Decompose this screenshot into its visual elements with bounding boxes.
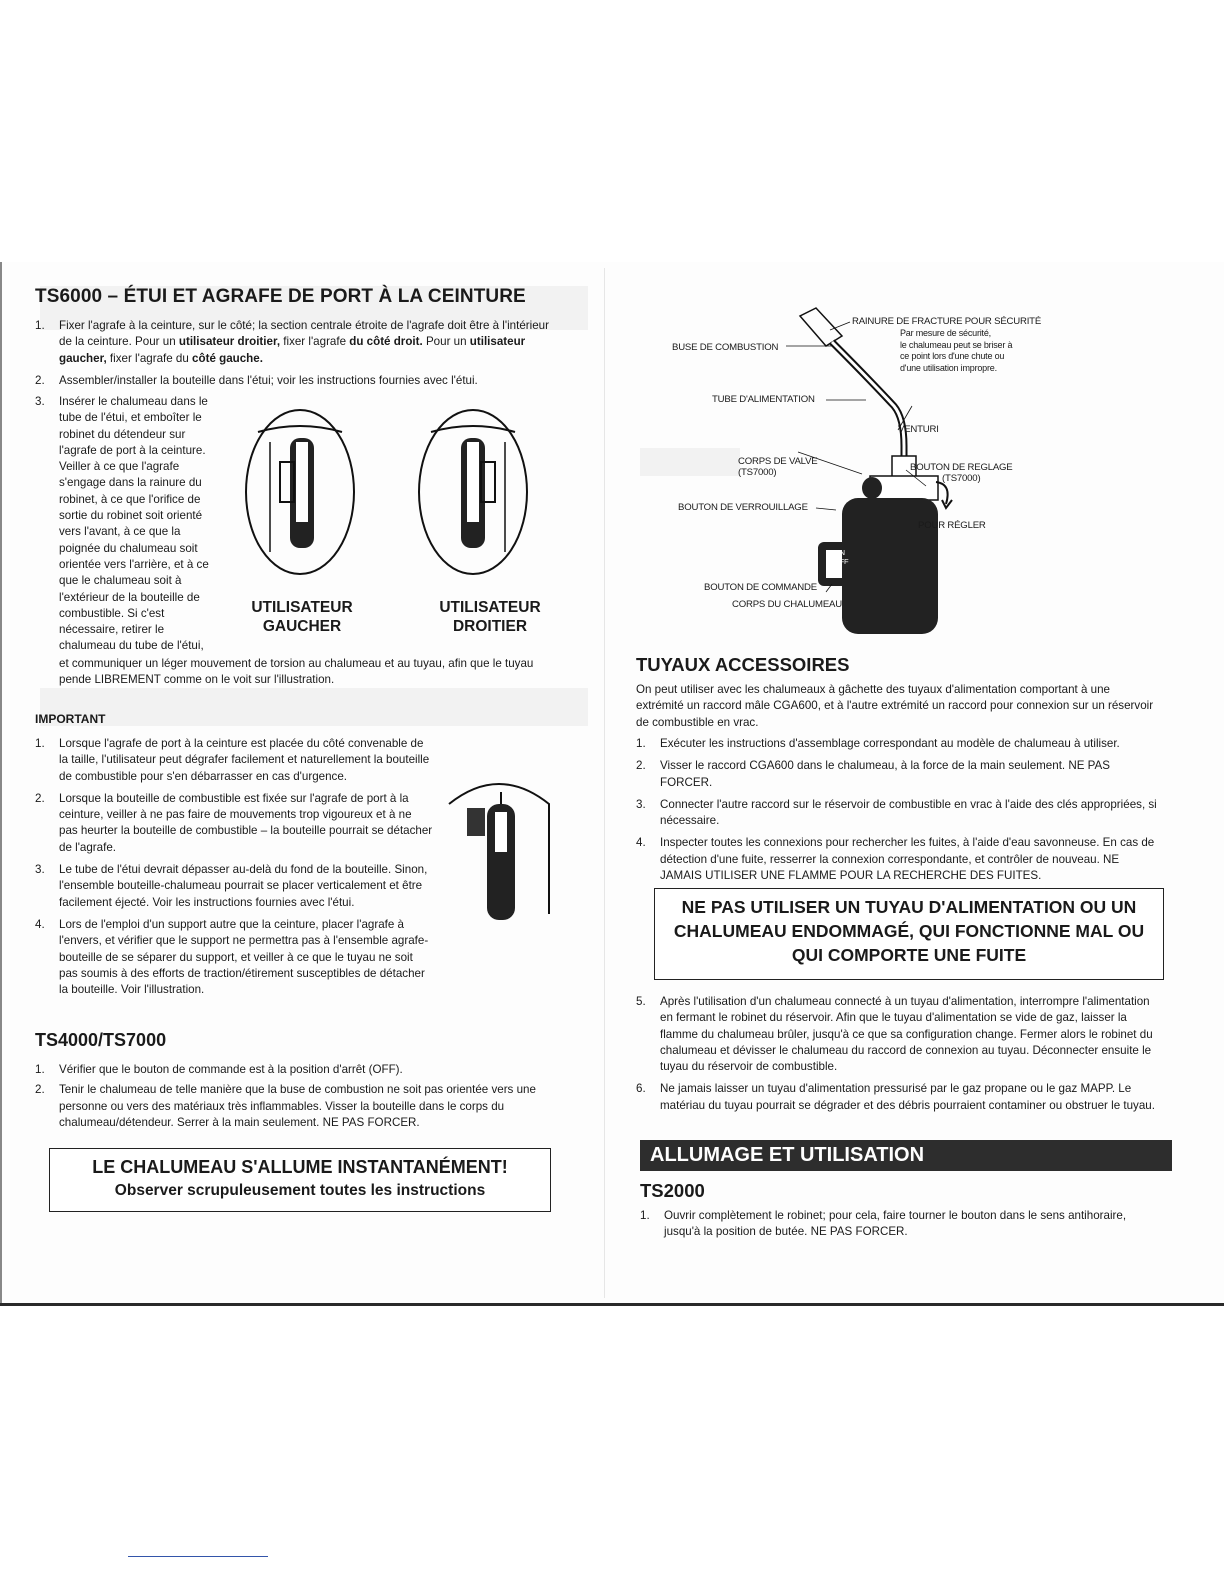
label-venturi: VENTURI [898,424,939,435]
list-number: 2. [636,759,646,773]
belt-clip-steps [35,318,557,389]
left-handed-illustration [240,402,360,582]
bottom-rule [0,1303,1224,1306]
step-text: Assembler/installer la bouteille dans l'étui; voir les instructions fournies avec l'étui. [59,373,478,387]
label-bouton-reglage: BOUTON DE REGLAGE (TS7000) [910,462,1013,484]
ts2000-steps [640,1208,1162,1241]
page-edge [0,262,2,1304]
label-corps-chalumeau: CORPS DU CHALUMEAU [732,599,842,610]
warning-text: NE PAS UTILISER UN TUYAU D'ALIMENTATION OU UN CHALUMEAU ENDOMMAGÉ, QUI FONCTIONNE MAL OU QUI COMPORTE UNE FUITE [673,897,1145,965]
warning-subtitle: Observer scrupuleusement toutes les instructions [114,1182,486,1199]
list-text: Tenir le chalumeau de telle manière que la buse de combustion ne soit pas orientée vers une personne ou vers des matériaux très inflammables. Visser la bouteille dans le corps du chalumeau/détendeur. Serrer à la main seulement. NE PAS FORCER. [59,1083,536,1129]
warning-box-left [49,1148,551,1212]
label-rainure: RAINURE DE FRACTURE POUR SÉCURITÉ [852,316,1042,327]
step-text: Insérer le chalumeau dans le tube de l'étui, et emboîter le robinet du détendeur sur l'agrafe de port à la ceinture. Veiller à ce que l'agrafe s'engage dans la rainure du robinet, à ce que l'orifice de sortie du robinet soit orienté vers l'avant, à ce que la poignée du chalumeau soit orientée vers l'arrière, et à ce que le chalumeau soit à l'extérieur de la bouteille de combustible. Si c'est nécessaire, retirer le chalumeau du tube de l'étui, [59,395,209,653]
list-number: 1. [640,1209,650,1222]
emphasis-text: du côté droit. [349,335,423,349]
bleed-through-band [40,688,588,726]
support-illustration [439,774,559,924]
list-number: 3. [35,863,45,877]
list-text: Vérifier que le bouton de commande est à la position d'arrêt (OFF). [59,1063,403,1076]
accessoires-steps [636,736,1162,884]
important-list [35,736,433,998]
list-item [636,797,1162,830]
user-left-caption: UTILISATEUR GAUCHER [251,599,353,635]
list-item [636,736,1162,752]
list-item [35,791,433,856]
list-number: 2. [35,1083,45,1097]
list-item [640,1208,1162,1241]
user-right-caption: UTILISATEUR DROITIER [439,599,541,635]
list-item [35,1082,561,1131]
label-securite: Par mesure de sécurité, le chalumeau peut se briser à ce point lors d'une chute ou d'une utilisation impropre. [900,328,1013,373]
step-text-continued: et communiquer un léger mouvement de torsion au chalumeau et au tuyau, afin que le tuyau pende LIBREMENT comme on le voit sur l'illustration. [59,657,534,687]
section-title-ts2000: TS2000 [640,1180,705,1201]
warning-box-right [654,888,1164,980]
list-item: 2. Assembler/installer la bouteille dans l'étui; voir les instructions fournies avec l'étui. [35,373,478,387]
list-number: 2. [35,791,45,805]
right-handed-illustration [413,402,533,582]
label-tube: TUBE D'ALIMENTATION [712,394,815,405]
ts4000-steps [35,1062,561,1131]
list-text: Visser le raccord CGA600 dans le chalumeau, à la force de la main seulement. NE PAS FORCER. [660,759,1111,789]
list-text: Exécuter les instructions d'assemblage correspondant au modèle de chalumeau à utiliser. [660,737,1120,750]
label-commande: BOUTON DE COMMANDE [704,582,817,593]
list-item [35,1062,561,1078]
list-number: 5. [636,995,646,1008]
list-item [636,994,1162,1075]
center-fold [604,268,605,1298]
list-number: 4. [35,917,45,931]
label-on-off: ON OFF [834,548,849,566]
list-item [636,758,1162,791]
label-corps-valve: CORPS DE VALVE (TS7000) [738,456,818,478]
list-text: Ouvrir complètement le robinet; pour cela, faire tourner le bouton dans le sens antihoraire, jusqu'à la position de butée. NE PAS FORCER. [664,1209,1127,1239]
important-heading: IMPORTANT [35,712,106,726]
list-number: 3. [636,797,646,811]
list-text: Lors de l'emploi d'un support autre que la ceinture, placer l'agrafe à l'envers, et vérifier que le support ne permettra pas à l'ensemble agrafe-bouteille de se séparer du support, et veiller à ce que le tuyau ne soit pas soumis à des efforts de traction/étirement susceptibles de détacher la bouteille. Voir l'illustration. [59,917,429,997]
list-text: Connecter l'autre raccord sur le réservoir de combustible en vrac à l'aide des clés appropriées, si nécessaire. [660,797,1157,828]
list-number: 6. [636,1082,646,1096]
section-banner-allumage: ALLUMAGE ET UTILISATION [640,1140,1172,1171]
label-pour-regler: POUR RÉGLER [918,520,986,531]
list-item [636,835,1162,884]
list-number: 1. [35,1063,45,1076]
page-title: TS6000 – ÉTUI ET AGRAFE DE PORT À LA CEINTURE [35,286,526,307]
accessoires-intro: On peut utiliser avec les chalumeaux à gâchette des tuyaux d'alimentation comportant à une extrémité un raccord mâle CGA600, et à l'autre extrémité un raccord pour connexion sur un réservoir de combustible en vrac. [636,683,1154,729]
section-title-accessoires: TUYAUX ACCESSOIRES [636,654,850,675]
list-item: 1. Fixer l'agrafe à la ceinture, sur le côté; la section centrale étroite de l'agrafe doit être à l'intérieur de la ceinture. Pour un utilisateur droitier, fixer l'agrafe du côté droit. Pour un utilisateur gaucher, fixer l'agrafe du côté gauche. [35,319,549,365]
list-text: Lorsque la bouteille de combustible est fixée sur l'agrafe de port à la ceinture, veiller à ne pas faire de mouvements trop vigoureux et à ne pas heurter la bouteille de combustible – la bouteille pourrait se détacher de l'agrafe. [59,791,433,854]
list-item [35,917,433,998]
step-text-run: fixer l'agrafe du [106,351,193,365]
list-text: Inspecter toutes les connexions pour rechercher les fuites, à l'aide d'eau savonneuse. En cas de détection d'une fuite, resserrer la connexion correspondante, et contrôler de nouveau. NE JAMAIS UTILISER UNE FLAMME POUR LA RECHERCHE DES FUITES. [660,836,1155,883]
list-number: 1. [35,737,45,750]
list-text: Le tube de l'étui devrait dépasser au-delà du fond de la bouteille. Sinon, l'ensemble bouteille-chalumeau pourrait se placer verticalement et être facilement éjecté. Voir les instructions fournies avec l'étui. [59,863,428,909]
list-text: Après l'utilisation d'un chalumeau connecté à un tuyau d'alimentation, interrompre l'alimentation en fermant le robinet du réservoir. Afin que le tuyau d'alimentation se vide de gaz, laisser la flamme du chalumeau brûler, jusqu'à ce que sa configuration change. Fermer alors le robinet du chalumeau et dévisser le chalumeau du raccord de connexion au tuyau. Déconnecter ensuite le tuyau du réservoir de combustible. [660,995,1153,1074]
emphasis-text: côté gauche. [192,351,263,365]
list-item [636,1081,1162,1114]
footer-link-underline [128,1556,268,1557]
emphasis-text: utilisateur droitier, [178,335,281,349]
section-title-ts4000: TS4000/TS7000 [35,1030,167,1050]
document-sheet [0,262,1224,1306]
list-number: 1. [636,737,646,750]
list-item [35,862,433,911]
hose-steps [636,994,1162,1114]
list-item: 3. Insérer le chalumeau dans le tube de l'étui, et emboîter le robinet du détendeur sur l'agrafe de port à la ceinture. Veiller à ce que l'agrafe s'engage dans la rainure du robinet, à ce que l'orifice de sortie du robinet soit orienté vers l'avant, à ce que la poignée du chalumeau soit orientée vers l'arrière, et à ce que le chalumeau soit à l'extérieur de la bouteille de combustible. Si c'est nécessaire, retirer le chalumeau du tube de l'étui, [35,395,209,653]
list-text: Lorsque l'agrafe de port à la ceinture est placée du côté convenable de la taille, l'utilisateur peut dégrafer facilement et naturellement la bouteille de combustible pour s'en débarrasser en cas d'urgence. [59,737,430,783]
label-verrouillage: BOUTON DE VERROUILLAGE [678,502,808,513]
emphasis-text: utilisateur gaucher, [59,335,526,365]
list-text: Ne jamais laisser un tuyau d'alimentation pressurisé par le gaz propane ou le gaz MAPP. Le matériau du tuyau pourrait se dégrader et des débris pourraient contaminer ou obstruer le tuyau. [660,1082,1155,1112]
warning-title: LE CHALUMEAU S'ALLUME INSTANTANÉMENT! [92,1157,508,1177]
step-text [59,319,549,365]
step-text-run: Fixer l'agrafe à la ceinture, sur le côté; la section centrale étroite de l'agrafe doit être à l'intérieur de la ceinture. Pour un [59,319,549,349]
step-text-run: fixer l'agrafe [280,335,350,349]
list-number: 4. [636,836,646,850]
label-buse: BUSE DE COMBUSTION [672,342,779,353]
step-text-run: Pour un [422,335,470,349]
list-item [35,736,433,785]
